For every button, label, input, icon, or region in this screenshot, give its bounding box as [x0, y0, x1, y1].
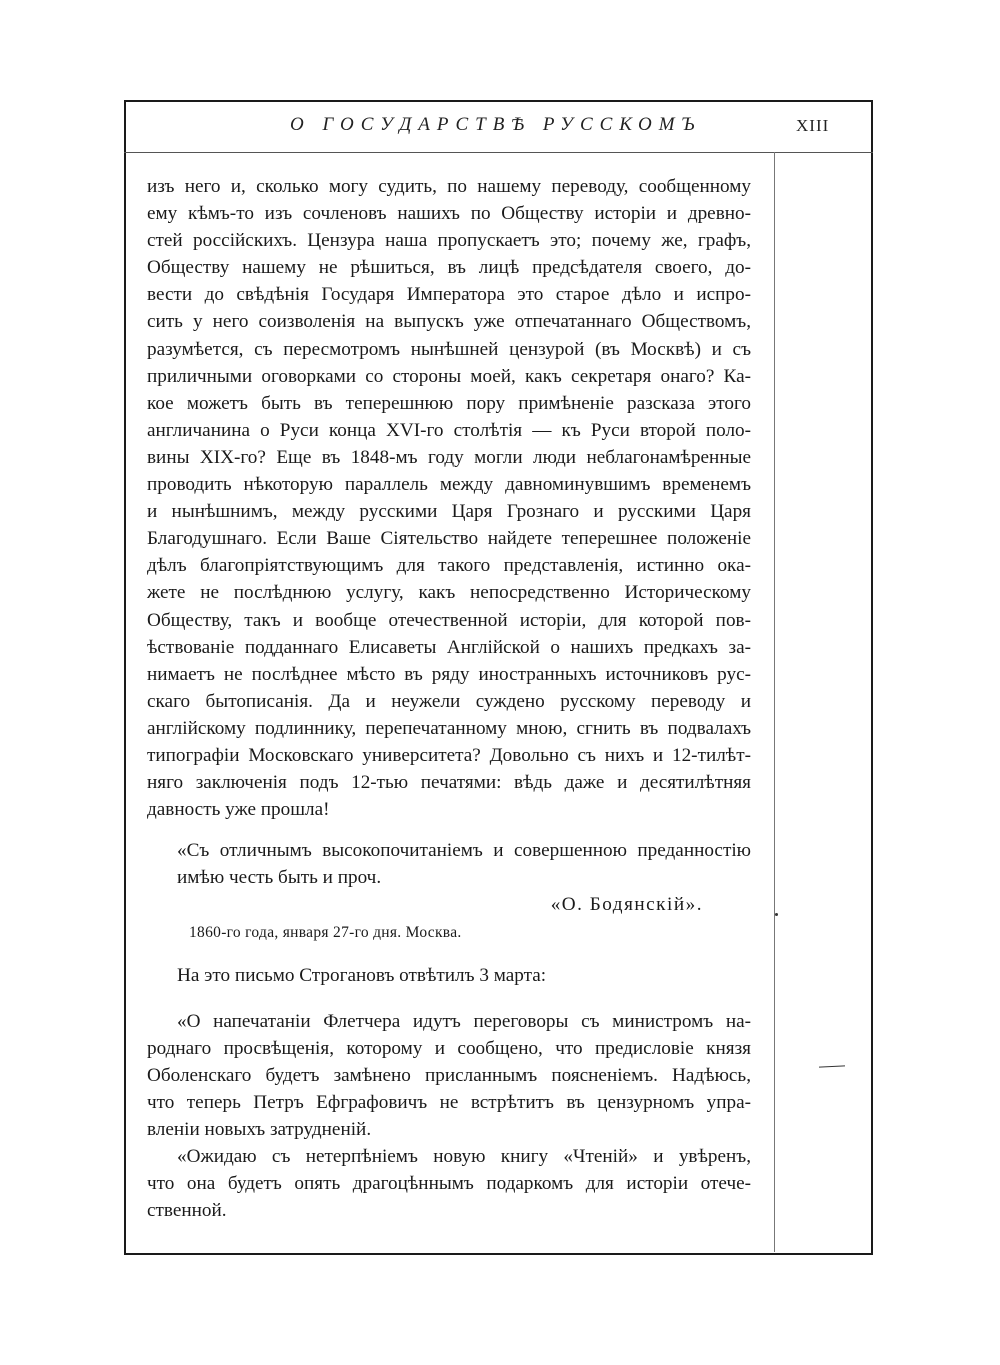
- text-line: вленіи новыхъ затрудненій.: [147, 1118, 372, 1140]
- paragraph-reply: [147, 1008, 751, 1143]
- paragraph-letter-body: [147, 173, 751, 823]
- text-line: вести до свѣдѣнія Государя Императора это старое дѣло и испро-: [147, 284, 751, 306]
- running-head: О ГОСУДАРСТВѢ РУССКОМЪ: [290, 114, 702, 135]
- text-line: дѣлъ благопріятствующимъ для такого представленія, истинно ока-: [147, 555, 751, 577]
- text-line: кое можетъ быть въ теперешнюю пору примѣненіе разсказа этого: [147, 392, 751, 414]
- page-number: XIII: [796, 116, 830, 135]
- margin-rule: [774, 152, 775, 1252]
- text-line: скаго бытописанія. Да и неужели суждено русскому переводу и: [147, 690, 751, 712]
- header-rule: [124, 152, 873, 153]
- dateline: 1860-го года, января 27-го дня. Москва.: [189, 924, 462, 942]
- text-line: что она будетъ опять драгоцѣннымъ подаркомъ для исторіи отече-: [147, 1173, 751, 1195]
- text-line: няго заключенія подъ 12-тью печатями: вѣдь даже и десятилѣтняя: [147, 772, 751, 794]
- text-line: Оболенскаго будетъ замѣнено присланнымъ поясненіемъ. Надѣюсь,: [147, 1064, 751, 1086]
- text-line: Обществу, такъ и вообще отечественной исторіи, для которой пов-: [147, 609, 751, 631]
- text-line: жете не послѣднюю услугу, какъ непосредственно Историческому: [147, 582, 751, 604]
- text-line: и нынѣшнимъ, между русскими Царя Грознаго и русскими Царя: [147, 501, 751, 523]
- main-text: [147, 173, 751, 1224]
- text-line: ственной.: [147, 1200, 227, 1222]
- text-line: вины XIX-го? Еще въ 1848-мъ году могли люди неблагонамѣренные: [147, 446, 751, 468]
- text-line: стей россійскихъ. Цензура наша пропускаетъ это; почему же, графъ,: [147, 230, 751, 252]
- text-line: приличными оговорками со стороны моей, какъ секретаря онаго? Ка-: [147, 365, 751, 387]
- margin-dot-mark: [775, 913, 778, 916]
- text-line: имѣю честь быть и проч.: [177, 867, 382, 889]
- signature: «О. Бодянскій».: [550, 894, 703, 916]
- text-line: Обществу нашему не рѣшиться, въ лицѣ предсѣдателя своего, до-: [147, 257, 751, 279]
- paragraph-reply-2: [147, 1143, 751, 1224]
- reply-intro: На это письмо Строгановъ отвѣтилъ 3 марта:: [177, 965, 547, 987]
- text-line: что теперь Петръ Ефграфовичъ не встрѣтитъ въ цензурномъ упра-: [147, 1091, 751, 1113]
- text-line: ему кѣмъ-то изъ сочленовъ нашихъ по Обществу исторіи и древно-: [147, 203, 751, 225]
- text-line: англичанина о Руси конца XVI-го столѣтія — къ Руси второй поло-: [147, 419, 751, 441]
- text-line: англійскому подлиннику, перепечатанному мною, сгнить въ подвалахъ: [147, 717, 751, 739]
- paragraph-closing: [147, 837, 751, 891]
- text-line: «Ожидаю съ нетерпѣніемъ новую книгу «Чтеній» и увѣренъ,: [177, 1146, 751, 1167]
- text-line: «Съ отличнымъ высокопочитаніемъ и совершенною преданностію: [177, 840, 751, 862]
- text-line: проводить нѣкоторую параллель между давноминувшимъ временемъ: [147, 474, 751, 496]
- text-line: разумѣется, съ пересмотромъ нынѣшней цензурой (въ Москвѣ) и съ: [147, 338, 751, 360]
- text-line: нимаетъ не послѣднее мѣсто въ ряду иностранныхъ источниковъ рус-: [147, 663, 751, 685]
- text-line: ѣствованіе подданнаго Елисаветы Англійской о нашихъ предкахъ за-: [147, 636, 751, 658]
- text-line: «О напечатаніи Флетчера идутъ переговоры съ министромъ на-: [177, 1010, 751, 1032]
- text-line: типографіи Московскаго университета? Довольно съ нихъ и 12-тилѣт-: [147, 744, 751, 766]
- text-line: роднаго просвѣщенія, которому и сообщено, что предисловіе князя: [147, 1037, 751, 1059]
- text-line: Благодушнаго. Если Ваше Сіятельство найдете теперешнее положеніе: [147, 528, 751, 550]
- text-line: давность уже прошла!: [147, 799, 330, 821]
- text-line: сить у него соизволенія на выпускъ уже отпечатаннаго Обществомъ,: [147, 311, 751, 333]
- text-line: изъ него и, сколько могу судить, по нашему переводу, сообщенному: [147, 176, 751, 197]
